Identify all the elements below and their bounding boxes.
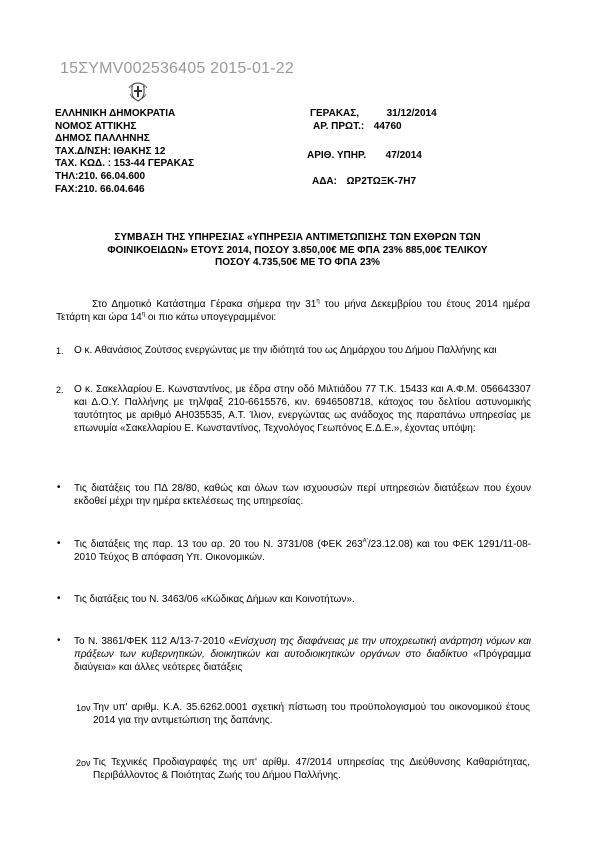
protocol-value: 44760: [373, 121, 402, 132]
title-line: ΦΟΙΝΙΚΟΕΙΔΩΝ» ΕΤΟΥΣ 2014, ΠΟΣΟΥ 3.850,00€ ΜΕ ΦΠΑ 23% 885,00€ ΤΕΛΙΚΟΥ: [107, 244, 488, 256]
contract-title: [40, 232, 555, 270]
party-2-text: Ο κ. Σακελλαρίου Ε. Κωνσταντίνος, με έδρα στην οδό Μιλτιάδου 77 Τ.Κ. 15433 και Α.Φ.Μ. 056643307 και Δ.Ο.Υ. Παλλήνης με τηλ/φαξ 210-6615576, κιν. 6946508718, κάτοχος του δελτίου αστυνομικής ταυτότητος με αριθμό ΑΗ035535, Α.Τ. Ίλιον, ενεργώντας ως ανάδοχος της παραπάνω υπηρεσίας με επωνυμία «Σακελλαρίου Ε. Κωνσταντίνος, Τεχνολόγος Γεωπόνος Ε.Δ.Ε.», έχοντας υπόψη:: [74, 384, 531, 434]
ada-label: ΑΔΑ:: [312, 176, 337, 187]
intro-paragraph: Στο Δημοτικό Κατάστημα Γέρακα σήμερα την $31^\eta$ του μήνα Δεκεμβρίου του έτους 2014 ημέρα Τετάρτη και ώρα $14^\eta$ οι πιο κάτω υπογεγραμμένοι:: [56, 298, 530, 323]
bullet-icon: •: [57, 593, 61, 604]
bullet-icon: •: [57, 635, 61, 646]
bullet-icon: •: [57, 538, 61, 549]
title-line: ΠΟΣΟΥ 4.735,50€ ΜΕ ΤΟ ΦΠΑ 23%: [215, 257, 380, 268]
header-line: FAX:210. 66.04.646: [55, 183, 145, 195]
header-left: [55, 108, 194, 196]
list-number: 2.: [56, 385, 64, 395]
protocol-label: ΑΡ. ΠΡΩΤ.:: [313, 121, 365, 132]
header-line: ΕΛΛΗΝΙΚΗ ΔΗΜΟΚΡΑΤΙΑ: [55, 108, 176, 119]
header-ada: [312, 176, 416, 189]
sub-item-text: Την υπ' αριθμ. Κ.Α. 35.6262.0001 σχετική πίστωση του προϋπολογισμού του οικονομικού έτους 2014 για την αντιμετώπιση της δαπάνης.: [93, 702, 530, 726]
header-place-date: [310, 108, 437, 121]
header-service-number: [307, 150, 422, 163]
header-line: ΔΗΜΟΣ ΠΑΛΛΗΝΗΣ: [55, 133, 150, 145]
header-protocol: [313, 121, 402, 134]
service-number-label: ΑΡΙΘ. ΥΠΗΡ.: [307, 150, 367, 161]
header-place: ΓΕΡΑΚΑΣ,: [310, 108, 360, 119]
header-line: ΤΑΧ.Δ/ΝΣΗ: ΙΘΑΚΗΣ 12: [55, 145, 166, 157]
sub-item-number: 1ον: [76, 703, 91, 713]
bullet-text: Τις διατάξεις της παρ. 13 του αρ. 20 του Ν. 3731/08 (ΦΕΚ $263^{A'}/23.12.08$) και του ΦΕΚ 1291/11-08-2010 Τεύχος Β απόφαση Υπ. Οικονομικών.: [74, 538, 532, 563]
list-number: 1.: [56, 346, 64, 356]
greek-emblem-icon: [128, 80, 148, 102]
service-number-value: 47/2014: [385, 150, 422, 161]
bullet-text: Το Ν. 3861/ΦΕΚ 112 Α/13-7-2010 «Ενίσχυση της διαφάνειας με την υποχρεωτική ανάρτηση νόμων και πράξεων των κυβερνητικών, διοικητικών και αυτοδιοικητικών οργάνων στο διαδίκτυο «Πρόγραμμα διαύγεια» και άλλες νεότερες διατάξεις: [74, 636, 532, 673]
header-line: ΝΟΜΟΣ ΑΤΤΙΚΗΣ: [55, 120, 137, 132]
title-line: ΣΥΜΒΑΣΗ ΤΗΣ ΥΠΗΡΕΣΙΑΣ «ΥΠΗΡΕΣΙΑ ΑΝΤΙΜΕΤΩΠΙΣΗΣ ΤΩΝ ΕΧΘΡΩΝ ΤΩΝ: [114, 232, 481, 243]
diavgeia-stamp: 15ΣΥΜV002536405 2015-01-22: [60, 60, 294, 77]
header-line: ΤΑΧ. ΚΩΔ. : 153-44 ΓΕΡΑΚΑΣ: [55, 158, 195, 170]
header-line: ΤΗΛ:210. 66.04.600: [55, 170, 146, 182]
sub-item-text: Τις Τεχνικές Προδιαγραφές της υπ' αρίθμ. 47/2014 υπηρεσίας της Διεύθυνσης Καθαριότητας, Περιβάλλοντος & Ποιότητας Ζωής του Δήμου Παλλήνης.: [93, 757, 530, 781]
ada-value: ΩΡ2ΤΩΞΚ-7Η7: [346, 176, 417, 187]
bullet-icon: •: [57, 482, 61, 493]
sub-item-number: 2ον: [76, 758, 91, 768]
party-1-text: Ο κ. Αθανάσιος Ζούτσος ενεργώντας με την ιδιότητά του ως Δημάρχου του Δήμου Παλλήνης και: [74, 345, 497, 356]
bullet-text: Τις διατάξεις του Ν. 3463/06 «Κώδικας Δήμων και Κοινοτήτων».: [74, 594, 355, 605]
bullet-text: Τις διατάξεις του ΠΔ 28/80, καθώς και όλων των ισχυουσών περί υπηρεσιών διατάξεων που έχουν εκδοθεί μέχρι την ημέρα εκτελέσεως της υπηρεσίας.: [74, 483, 531, 507]
header-date: 31/12/2014: [386, 108, 437, 119]
